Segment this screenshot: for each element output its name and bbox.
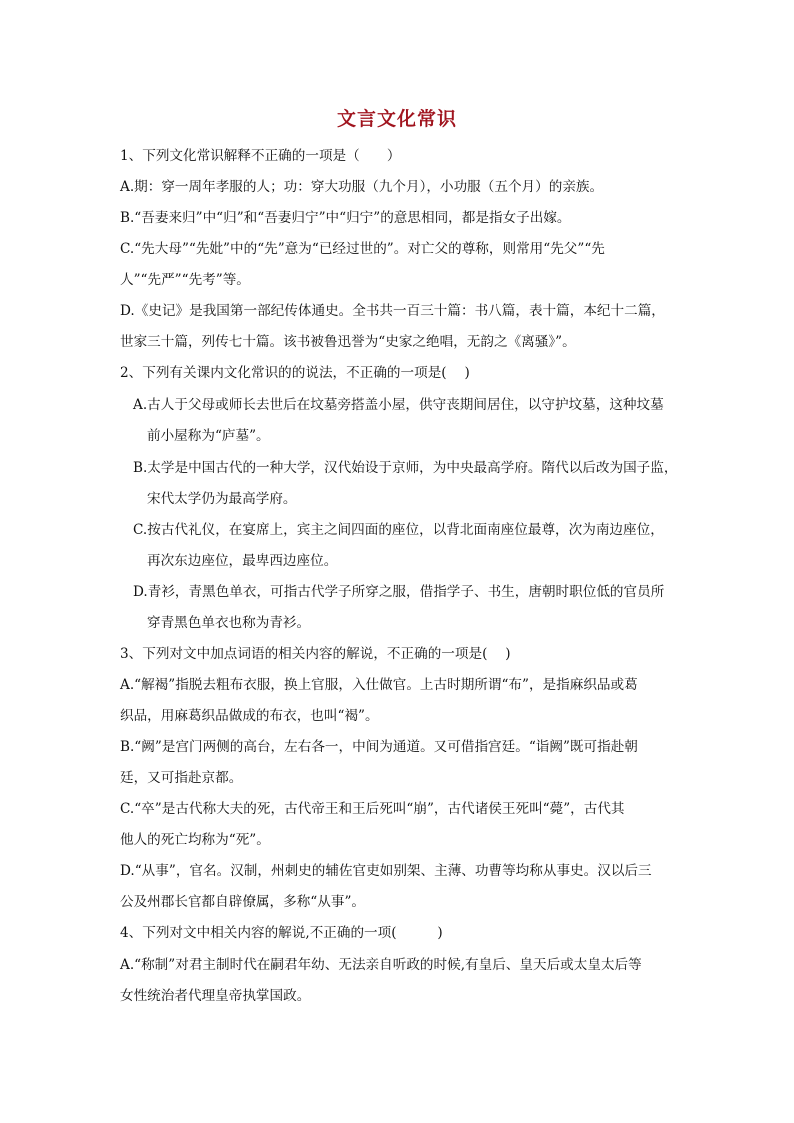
question-3-option-d: D.“从事”，官名。汉制，州刺史的辅佐官吏如别架、主薄、功曹等均称从事史。汉以后三 <box>120 863 652 879</box>
question-2-option-c-cont: 再次东边座位，最卑西边座位。 <box>147 553 338 569</box>
question-3-option-b-cont: 廷，又可指赴京都。 <box>120 770 243 786</box>
question-2-option-a: A.古人于父母或师长去世后在坟墓旁搭盖小屋，供守丧期间居住，以守护坟墓，这种坟墓 <box>133 397 664 413</box>
question-3-option-a-cont: 织品，用麻葛织品做成的布衣，也叫“褐”。 <box>120 708 379 724</box>
question-2-stem: 2、下列有关课内文化常识的的说法，不正确的一项是( ) <box>120 365 470 381</box>
question-4-option-a: A.“称制”对君主制时代在嗣君年幼、无法亲自听政的时候,有皇后、皇天后或太皇太后等 <box>120 957 642 973</box>
question-1-option-d: D.《史记》是我国第一部纪传体通史。全书共一百三十篇：书八篇，表十篇，本纪十二篇， <box>120 303 665 319</box>
question-3-option-b: B.“阙”是宫门两侧的高台，左右各一，中间为通道。又可借指宫廷。“诣阙”既可指赴朝 <box>120 739 638 755</box>
question-1-option-c-cont: 人”“先严”“先考”等。 <box>120 272 250 288</box>
question-3-option-c-cont: 他人的死亡均称为“死”。 <box>120 832 270 848</box>
document-title: 文言文化常识 <box>336 108 457 130</box>
question-2-option-d-cont: 穿青黑色单衣也称为青衫。 <box>147 615 311 631</box>
question-2-option-d: D.青衫，青黑色单衣，可指古代学子所穿之服，借指学子、书生，唐朝时职位低的官员所 <box>133 584 665 600</box>
question-1-option-d-cont: 世家三十篇，列传七十篇。该书被鲁迅誉为“史家之绝唱，无韵之《离骚》”。 <box>120 334 576 350</box>
question-1-option-b: B.“吾妻来归”中“归”和“吾妻归宁”中“归宁”的意思相同，都是指女子出嫁。 <box>120 210 571 226</box>
question-4-stem: 4、下列对文中相关内容的解说,不正确的一项( ) <box>120 925 443 941</box>
question-4-option-a-cont: 女性统治者代理皇帝执掌国政。 <box>120 988 311 1004</box>
question-2-option-c: C.按古代礼仪，在宴席上，宾主之间四面的座位，以背北面南座位最尊，次为南边座位， <box>133 522 664 538</box>
question-3-option-d-cont: 公及州郡长官都自辟僚属，多称“从事”。 <box>120 894 365 910</box>
question-1-stem: 1、下列文化常识解释不正确的一项是（ ） <box>120 148 401 164</box>
question-3-option-a: A.“解褐”指脱去粗布衣服，换上官服，入仕做官。上古时期所谓“布”，是指麻织品或葛 <box>120 677 638 693</box>
question-3-stem: 3、下列对文中加点词语的相关内容的解说，不正确的一项是( ) <box>120 646 511 662</box>
question-2-option-b-cont: 宋代太学仍为最高学府。 <box>147 491 297 507</box>
question-2-option-a-cont: 前小屋称为“庐墓”。 <box>147 428 270 444</box>
question-3-option-c: C.“卒”是古代称大夫的死，古代帝王和王后死叫“崩”，古代诸侯王死叫“薨”，古代其 <box>120 801 625 817</box>
question-2-option-b: B.太学是中国古代的一种大学，汉代始设于京师，为中央最高学府。隋代以后改为国子监， <box>133 460 678 476</box>
question-1-option-a: A.期：穿一周年孝服的人；功：穿大功服（九个月），小功服（五个月）的亲族。 <box>120 179 604 195</box>
question-1-option-c: C.“先大母”“先妣”中的“先”意为“已经过世的”。对亡父的尊称，则常用“先父”“先 <box>120 241 605 257</box>
